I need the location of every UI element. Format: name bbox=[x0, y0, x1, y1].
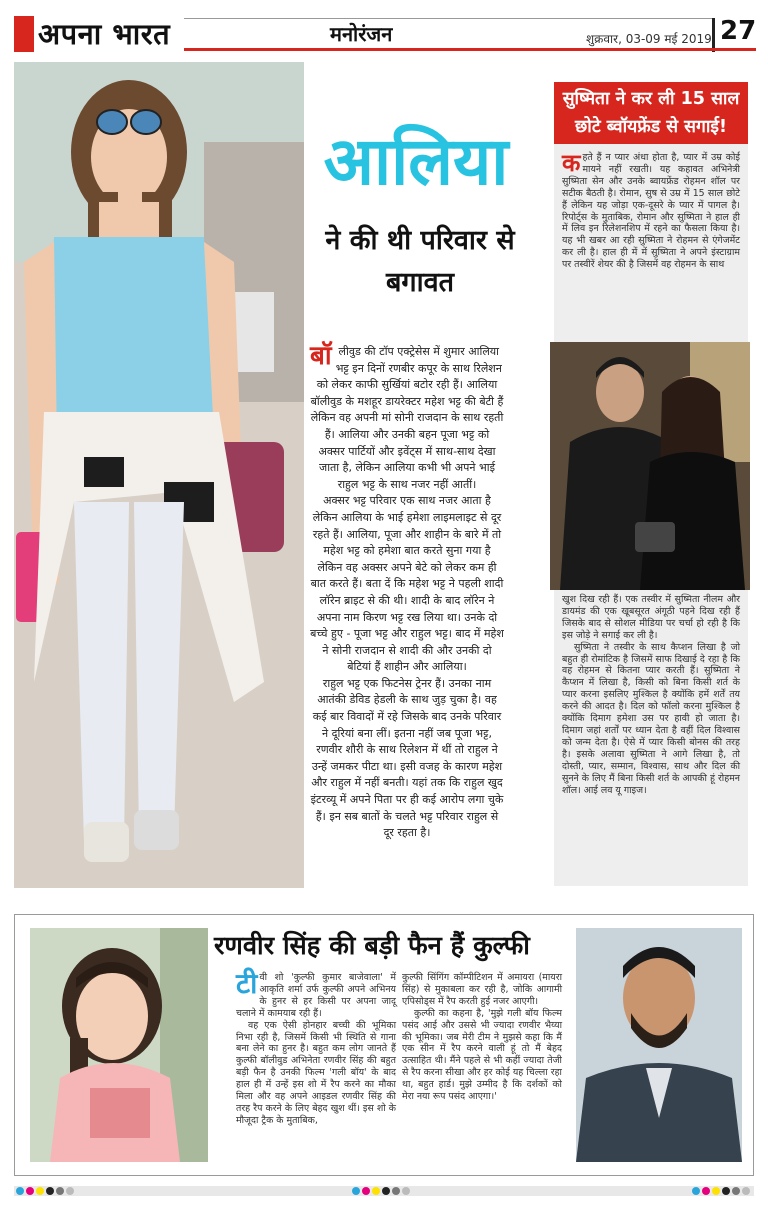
page-number: 27 bbox=[720, 16, 757, 46]
registration-dot bbox=[16, 1187, 24, 1195]
registration-dot bbox=[26, 1187, 34, 1195]
registration-dot bbox=[382, 1187, 390, 1195]
main-headline-line2: बगावत bbox=[385, 266, 454, 298]
main-article-para: राहुल भट्ट एक फिटनेस ट्रेनर हैं। उनका नाम आतंकी डेविड हेडली के साथ जुड़ चुका है। वह कई बार विवादों में रहे जिसके बाद उनके परिवार ने दूरियां बना लीं। इतना नहीं जब पूजा भट्ट, रणवीर शौरी के साथ रिलेशन में थीं तो राहुल ने उन्हें जमकर पीटा था। इसी वजह के कारण महेश और राहुल में नहीं बनती। यहां तक कि राहुल खुद इंटरव्यू में अपने पिता पर ही कई आरोप लगा चुके हैं। इन सब बातों के चलते भट्ट परिवार राहुल से दूर रहता है। bbox=[310, 676, 504, 840]
registration-dot bbox=[362, 1187, 370, 1195]
main-article-body bbox=[310, 341, 504, 842]
main-headline-name: आलिया bbox=[323, 122, 509, 200]
bottom-story-headline: रणवीर सिंह की बड़ी फैन हैं कुल्फी bbox=[214, 931, 530, 961]
bottom-story-para: वह एक ऐसी होनहार बच्ची की भूमिका निभा रही है, जिसमें किसी भी स्थिति से गाना बना लेने का हुनर है। बहुत कम लोग जानते हैं कुल्फी बॉलीवुड अभिनेता रणवीर सिंह की बहुत बड़ी फैन है उनकी फिल्म 'गली बॉय' के बाद हाल ही में उन्हें इस शो में रैप करने का मौका मिला और वह अपने आइडल रणवीर सिंह की तरह रैप करने के लिए बेहद खुश थीं। इस शो के मौजूदा ट्रैक के मुताबिक, bbox=[236, 1019, 396, 1126]
side-story-para: सुष्मिता ने तस्वीर के साथ कैप्शन लिखा है जो बहुत ही रोमांटिक है जिसमें साफ दिखाई दे रहा है कि वह रोहमन से कितना प्यार करती हैं। सुष्मिता ने कैप्शन में लिखा है, किसी को बिना किसी शर्त के प्यार करना इसलिए मुश्किल है क्योंकि हमें शर्तें तय करने की आदत है। दिल को फॉलो करना मुश्किल है क्योंकि दिमाग हमेशा उस पर हावी हो जाता है। दिमाग जहां शर्तों पर ध्यान देता है वहीं दिल विश्वास को जन्म देता है। ऐसे में प्यार किसी बोनस की तरह है। इसके अलावा सुष्मिता ने आगे लिखा है, तो दोस्ती, प्यार, सम्मान, विश्वास, साथ और दिल की सुनने के लिए मैं बिना किसी शर्त के आपकी हूं रोहमन शॉल। आई लव यू गाइज। bbox=[562, 641, 740, 796]
registration-dot bbox=[352, 1187, 360, 1195]
sushmita-rohman-photo bbox=[550, 342, 750, 590]
side-story-continued bbox=[562, 594, 740, 796]
kulfi-photo bbox=[30, 928, 208, 1162]
bottom-story-para: कुल्फी सिंगिंग कॉम्पीटिशन में अमायरा (मायरा सिंह) से मुकाबला कर रही है, जोकि आगामी एपिसोड्स में रैप करती हुई नजर आएगी। bbox=[402, 972, 562, 1007]
side-story-intro bbox=[562, 149, 740, 271]
main-article-para: बॉलीवुड की टॉप एक्ट्रेसेस में शुमार आलिया भट्ट इन दिनों रणबीर कपूर के साथ रिलेशन को लेकर काफी सुर्खियां बटोर रही हैं। आलिया बॉलीवुड के मशहूर डायरेक्टर महेश भट्ट की बेटी हैं लेकिन वह अपनी मां सोनी राजदान के साथ रहती हैं। आलिया और उनकी बहन पूजा भट्ट को अक्सर पार्टियों और इवेंट्स में साथ-साथ देखा जाता है, लेकिन आलिया कभी भी अपने भाई राहुल भट्ट के साथ नजर नहीं आतीं। bbox=[310, 341, 504, 491]
registration-dot bbox=[46, 1187, 54, 1195]
registration-dot bbox=[702, 1187, 710, 1195]
registration-dot bbox=[392, 1187, 400, 1195]
registration-dot bbox=[712, 1187, 720, 1195]
registration-dot bbox=[732, 1187, 740, 1195]
header-rule-red bbox=[184, 48, 756, 51]
side-story-para: कहते हैं न प्यार अंधा होता है, प्यार में उम्र कोई मायने नहीं रखती। यह कहावत अभिनेत्री सुष्मिता सेन और उनके ब्वायफ्रेंड रोहमन शॉल पर सटीक बैठती है। रोमान, सुष से उम्र में 15 साल छोटे हैं लेकिन यह जोड़ा एक-दूसरे के प्यार में पागल है। रिपोर्ट्स के मुताबिक, रोमान और सुष्मिता ने हाल ही में लिव इन रिलेशनशिप में रहने का फैसला किया है। यह भी खबर आ रही सुष्मिता ने रोहमन से एंगेजमेंट कर ली है। हाल ही में में सुष्मिता ने अपने इंस्टाग्राम पर तस्वीरें शेयर की है जिसमें वह रोहमन के साथ bbox=[562, 149, 740, 271]
color-registration-right bbox=[692, 1186, 750, 1196]
section-title: मनोरंजन bbox=[330, 22, 393, 46]
header-rule-top bbox=[184, 18, 712, 19]
registration-dot bbox=[372, 1187, 380, 1195]
bottom-story-col2 bbox=[402, 972, 562, 1103]
main-article-para: अक्सर भट्ट परिवार एक साथ नजर आता है लेकिन आलिया के भाई हमेशा लाइमलाइट से दूर रहते हैं। आलिया, पूजा और शाहीन के बारे में तो महेश भट्ट को हमेशा बात करते सुना गया है लेकिन वह अक्सर अपने बेटे को लेकर कम ही बात करते हैं। बता दें कि महेश भट्ट ने पहली शादी लॉरेन ब्राइट से की थी। शादी के बाद लॉरेन ने अपना नाम किरण भट्ट रख लिया था। उनके दो बच्चे हुए - पूजा भट्ट और राहुल भट्ट। बाद में महेश ने सोनी राजदान से शादी की और उनकी दो बेटियां हैं शाहीन और आलिया। bbox=[310, 494, 504, 674]
registration-dot bbox=[66, 1187, 74, 1195]
bottom-story-para: कुल्फी का कहना है, 'मुझे गली बॉय फिल्म पसंद आई और उससे भी ज्यादा रणवीर भैय्या की भूमिका। जब मेरी टीम ने मुझसे कहा कि मैं एक सीन में रैप करने वाली हूं तो मैं बेहद उत्साहित थी। मैंने पहले से भी कहीं ज्यादा तेजी से रैप करना सीखा और हर कोई यह चिल्ला रहा था, बहुत हार्ड। मुझे उम्मीद है कि दर्शकों को मेरा नया रूप पसंद आएगा।' bbox=[402, 1007, 562, 1103]
color-registration-left bbox=[16, 1186, 74, 1196]
registration-dot bbox=[742, 1187, 750, 1195]
bottom-story-para: टीवी शो 'कुल्फी कुमार बाजेवाला' में आकृति शर्मा उर्फ कुल्फी अपने अभिनय के हुनर से हर किसी पर अपना जादू चलाने में कामयाब रही हैं। bbox=[236, 967, 396, 1019]
alia-photo bbox=[14, 62, 304, 888]
main-headline-subtitle bbox=[270, 220, 570, 304]
bottom-story-col1 bbox=[236, 967, 396, 1127]
header-divider bbox=[712, 18, 715, 52]
color-registration-center bbox=[352, 1186, 410, 1196]
newspaper-brand: अपना भारत bbox=[38, 17, 171, 51]
main-headline-line1: ने की थी परिवार से bbox=[325, 225, 515, 256]
registration-dot bbox=[56, 1187, 64, 1195]
side-story-para: खुश दिख रही हैं। एक तस्वीर में सुष्मिता नीलम और डायमंड की एक खूबसूरत अंगूठी पहने दिख रही हैं जिसके बाद से सोशल मीडिया पर चर्चा हो रही है कि इस जोड़े ने सगाई कर ली है। bbox=[562, 594, 740, 641]
side-story-headline bbox=[554, 82, 748, 144]
registration-dot bbox=[692, 1187, 700, 1195]
main-dropcap: बॉ bbox=[310, 341, 332, 371]
side-headline-line1: सुष्मिता ने कर ली 15 साल bbox=[562, 89, 740, 109]
side-headline-line2: छोटे ब्वॉयफ्रेंड से सगाई! bbox=[575, 117, 727, 137]
registration-dot bbox=[722, 1187, 730, 1195]
bottom-dropcap: टी bbox=[236, 967, 258, 1000]
ranveer-photo bbox=[576, 928, 742, 1162]
registration-dot bbox=[402, 1187, 410, 1195]
issue-date: शुक्रवार, 03-09 मई 2019 bbox=[586, 32, 712, 46]
side-dropcap: क bbox=[562, 149, 581, 177]
brand-logo-box bbox=[14, 16, 34, 52]
registration-dot bbox=[36, 1187, 44, 1195]
